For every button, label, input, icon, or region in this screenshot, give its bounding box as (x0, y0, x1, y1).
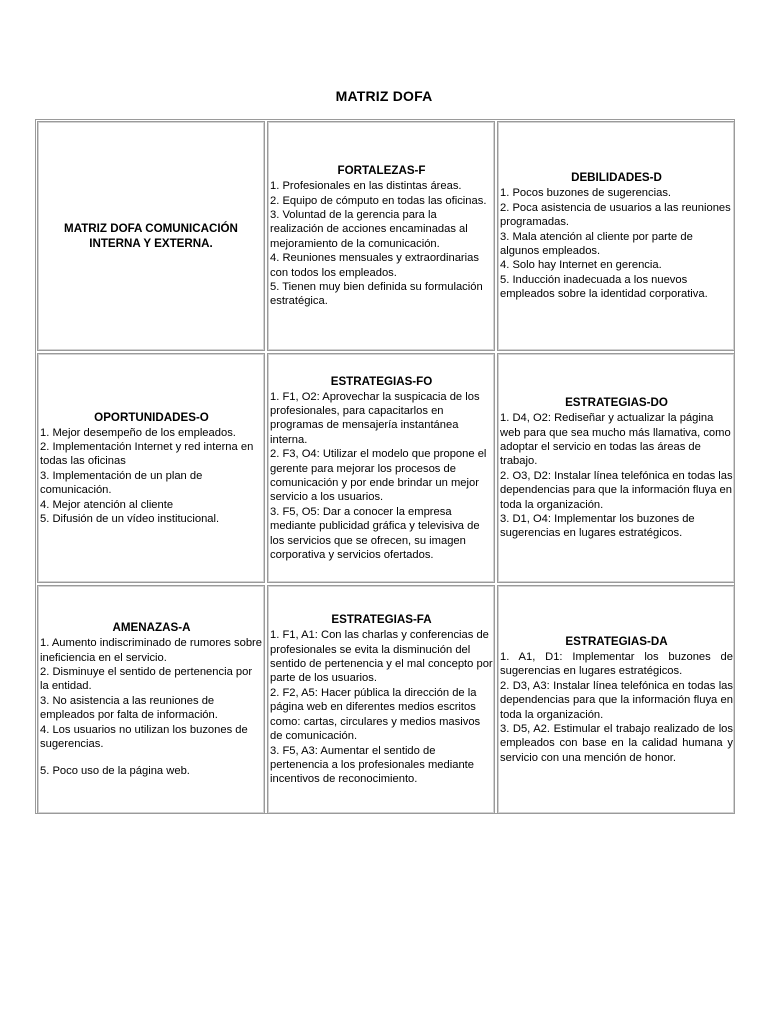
list-item: 5. Tienen muy bien definida su formulación estratégica. (270, 281, 483, 308)
list-item: 1. F1, O2: Aprovechar la suspicacia de los profesionales, para capacitarlos en programas de mensajería instantánea interna. (270, 390, 480, 446)
matrix-corner-cell (37, 121, 265, 351)
list-item: 2. F3, O4: Utilizar el modelo que propone el gerente para mejorar los procesos de comunicación y por ende brindar un mejor servicio a los usuarios. (270, 448, 487, 504)
fortalezas-heading: FORTALEZAS-F (337, 164, 426, 178)
estrategias-da-cell (497, 585, 735, 814)
list-item: 4. Los usuarios no utilizan los buzones de sugerencias. (40, 723, 248, 751)
list-item: 3. Mala atención al cliente por parte de algunos empleados. (500, 230, 693, 257)
debilidades-cell (497, 121, 735, 351)
list-item: 1. Mejor desempeño de los empleados. (40, 426, 236, 439)
list-item: 5. Difusión de un vídeo institucional. (40, 513, 220, 526)
list-item: 4. Reuniones mensuales y extraordinarias con todos los empleados. (270, 252, 479, 279)
estrategias-da-list (500, 650, 733, 765)
list-item: 4. Solo hay Internet en gerencia. (500, 259, 662, 272)
list-item: 3. D5, A2. Estimular el trabajo realizado de los empleados con base en la calidad humana y servicio con una mención de honor. (500, 722, 733, 764)
estrategias-fa-list (270, 628, 493, 786)
oportunidades-heading: OPORTUNIDADES-O (94, 410, 209, 424)
estrategias-fa-heading: ESTRATEGIAS-FA (331, 613, 432, 627)
list-item: 3. Implementación de un plan de comunicación. (40, 469, 203, 497)
fortalezas-cell (267, 121, 495, 351)
list-item: 1. D4, O2: Rediseñar y actualizar la página web para que sea mucho más llamativa, como adoptar el servicio en todas las áreas de trabajo. (500, 412, 731, 468)
oportunidades-cell (37, 353, 265, 583)
estrategias-da-heading: ESTRATEGIAS-DA (565, 634, 668, 648)
amenazas-heading: AMENAZAS-A (112, 621, 191, 635)
list-item: 5. Inducción inadecuada a los nuevos empleados sobre la identidad corporativa. (500, 273, 708, 301)
list-item: 3. F5, O5: Dar a conocer la empresa mediante publicidad gráfica y televisiva de los servicios que se ofrecen, su imagen corporativa y servicios ofertados. (270, 505, 480, 562)
list-item: 2. Poca asistencia de usuarios a las reuniones programadas. (500, 201, 731, 229)
list-item: 3. F5, A3: Aumentar el sentido de pertenencia a los profesionales mediante incentivos de reconocimiento. (270, 744, 474, 786)
dofa-matrix-table (35, 119, 735, 814)
list-item: 1. Profesionales en las distintas áreas. (270, 180, 462, 193)
list-item: 1. Pocos buzones de sugerencias. (500, 187, 672, 200)
estrategias-do-cell (497, 353, 735, 583)
list-item: 4. Mejor atención al cliente (40, 498, 174, 511)
debilidades-list (500, 186, 733, 301)
estrategias-fo-heading: ESTRATEGIAS-FO (330, 374, 433, 388)
list-item: 3. Voluntad de la gerencia para la realización de acciones encaminadas al mejoramiento de la comunicación. (270, 208, 468, 250)
list-item: 5. Poco uso de la página web. (40, 765, 190, 778)
page-title: MATRIZ DOFA (335, 88, 433, 104)
list-item: 3. D1, O4: Implementar los buzones de sugerencias en lugares estratégicos. (500, 513, 695, 540)
debilidades-heading: DEBILIDADES-D (571, 171, 662, 185)
estrategias-fa-cell (267, 585, 495, 814)
matrix-main-title: MATRIZ DOFA COMUNICACIÓN INTERNA Y EXTERNA. (64, 222, 238, 250)
oportunidades-list (40, 426, 263, 527)
list-item: 2. D3, A3: Instalar línea telefónica en todas las dependencias para que la información fluya en toda la organización. (500, 679, 733, 721)
list-item: 2. Equipo de cómputo en todas las oficinas. (270, 194, 487, 207)
estrategias-do-list (500, 411, 733, 541)
list-item: 2. Implementación Internet y red interna en todas las oficinas (40, 440, 254, 468)
list-item: 3. No asistencia a las reuniones de empleados por falta de información. (40, 694, 218, 722)
list-item: 2. O3, D2: Instalar línea telefónica en todas las dependencias para que la información fluya en toda la organización. (500, 469, 733, 511)
list-item: 1. A1, D1: Implementar los buzones de sugerencias en lugares estratégicos. (500, 650, 733, 678)
estrategias-fo-cell (267, 353, 495, 583)
list-item: 1. F1, A1: Con las charlas y conferencias de profesionales se evita la disminución del sentido de pertenencia y el mal concepto por parte de los usuarios. (270, 629, 493, 685)
list-item: 1. Aumento indiscriminado de rumores sobre ineficiencia en el servicio. (40, 637, 262, 664)
fortalezas-list (270, 179, 493, 309)
amenazas-cell (37, 585, 265, 814)
list-item: 2. Disminuye el sentido de pertenencia por la entidad. (40, 665, 253, 693)
list-item: 2. F2, A5: Hacer pública la dirección de la página web en diferentes medios escritos como: cartas, circulares y medios masivos de comunicación. (270, 686, 481, 743)
estrategias-fo-list (270, 390, 493, 563)
amenazas-list (40, 636, 263, 779)
estrategias-do-heading: ESTRATEGIAS-DO (565, 396, 668, 410)
